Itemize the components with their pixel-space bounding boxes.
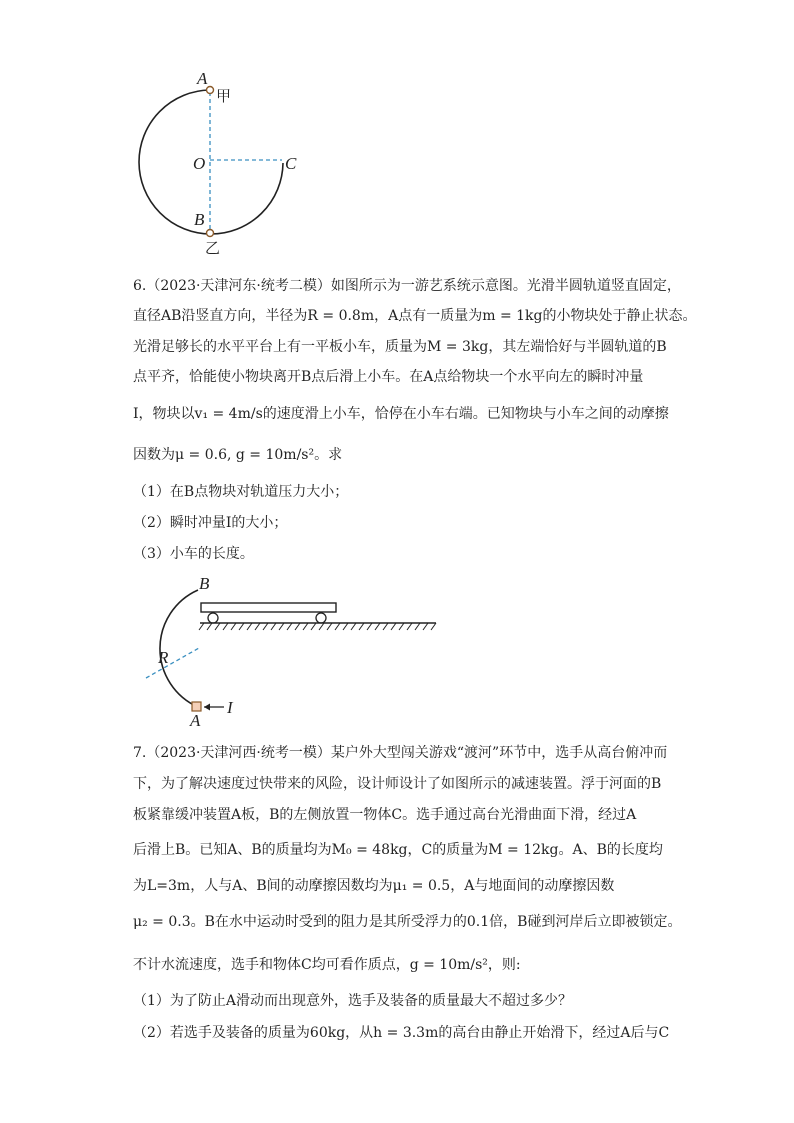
q6-line-1: 6.（2023·天津河东·统考二模）如图所示为一游艺系统示意图。光滑半圆轨道竖直固定， xyxy=(133,278,681,294)
q7-sub-2: （2）若选手及装备的质量为60kg，从h = 3.3m的高台由静止开始滑下，经过A后与C xyxy=(133,1025,670,1041)
label-b: B xyxy=(194,210,205,229)
q6-line-4: 点平齐，恰能使小物块离开B点后滑上小车。在A点给物块一个水平向左的瞬时冲量 xyxy=(133,369,644,385)
q7-line-5: 为L=3m，人与A、B间的动摩擦因数均为μ₁ = 0.5，A与地面间的动摩擦因数 xyxy=(133,878,615,894)
q6-line-6: 因数为μ = 0.6, g = 10m/s²。求 xyxy=(133,447,343,463)
q6-line-5: I，物块以v₁ = 4m/s的速度滑上小车，恰停在小车右端。已知物块与小车之间的动摩擦 xyxy=(133,406,669,422)
label-b-2: B xyxy=(199,574,210,593)
figure-2-drawing xyxy=(0,580,794,740)
q7-line-7: 不计水流速度，选手和物体C均可看作质点，g = 10m/s²，则: xyxy=(133,957,521,973)
q6-sub-1: （1）在B点物块对轨道压力大小； xyxy=(133,484,349,500)
q7-line-3: 板紧靠缓冲装置A板，B的左侧放置一物体C。选手通过高台光滑曲面下滑，经过A xyxy=(133,807,637,823)
cart-wheel-left xyxy=(208,613,218,623)
ball-top xyxy=(207,87,214,94)
label-c: C xyxy=(285,154,297,173)
radius-r xyxy=(146,648,199,678)
impulse-arrow-head xyxy=(204,704,210,711)
block-a xyxy=(192,702,201,711)
q6-line-3: 光滑足够长的水平平台上有一平板小车，质量为M = 3kg，其左端恰好与半圆轨道的B xyxy=(133,339,667,355)
label-jia: 甲 xyxy=(216,87,232,105)
label-o: O xyxy=(193,154,206,173)
cart-wheel-right xyxy=(316,613,326,623)
label-i: I xyxy=(227,698,233,717)
q7-line-4: 后滑上B。已知A、B的质量均为M₀ = 48kg，C的质量为M = 12kg。A、B的长度均 xyxy=(133,842,663,858)
label-a-2: A xyxy=(190,711,201,730)
label-yi: 乙 xyxy=(205,239,221,257)
ball-bottom xyxy=(207,230,214,237)
cart-plate xyxy=(201,603,336,612)
semicircle-track xyxy=(139,90,283,234)
q6-sub-2: （2）瞬时冲量I的大小； xyxy=(133,515,288,531)
q7-line-1: 7.（2023·天津河西·统考一模）某户外大型闯关游戏“渡河”环节中，选手从高台俯冲而 xyxy=(133,745,668,761)
ground-hatch xyxy=(199,623,436,630)
label-r: R xyxy=(158,648,169,667)
q7-line-6: μ₂ = 0.3。B在水中运动时受到的阻力是其所受浮力的0.1倍，B碰到河岸后立即被锁定。 xyxy=(133,914,682,930)
label-a: A xyxy=(197,69,208,88)
q6-sub-3: （3）小车的长度。 xyxy=(133,546,254,562)
figure-1-drawing xyxy=(0,0,794,260)
q7-line-2: 下，为了解决速度过快带来的风险，设计师设计了如图所示的减速装置。浮于河面的B xyxy=(133,776,662,792)
q6-line-2: 直径AB沿竖直方向，半径为R = 0.8m，A点有一质量为m = 1kg的小物块处于静止状态。 xyxy=(133,308,697,324)
q7-sub-1: （1）为了防止A滑动而出现意外，选手及装备的质量最大不超过多少？ xyxy=(133,993,573,1009)
